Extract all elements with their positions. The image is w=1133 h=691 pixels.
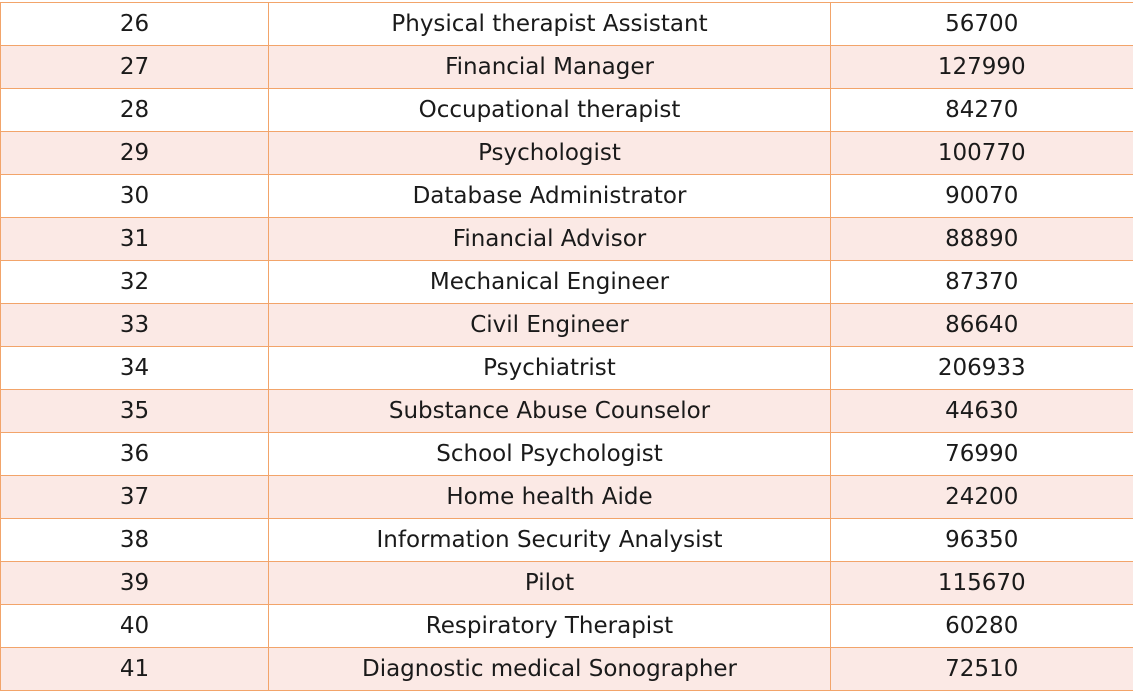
row-number-cell: 28 <box>1 89 269 132</box>
occupation-cell: Substance Abuse Counselor <box>269 390 831 433</box>
table-row <box>1 390 1133 433</box>
occupation-cell: Pilot <box>269 562 831 605</box>
row-number-cell: 39 <box>1 562 269 605</box>
occupation-cell: School Psychologist <box>269 433 831 476</box>
occupation-cell: Occupational therapist <box>269 89 831 132</box>
occupation-cell: Civil Engineer <box>269 304 831 347</box>
salary-cell: 127990 <box>831 46 1133 89</box>
table-row <box>1 304 1133 347</box>
salary-cell: 24200 <box>831 476 1133 519</box>
table-row <box>1 605 1133 648</box>
table-row <box>1 175 1133 218</box>
salary-cell: 44630 <box>831 390 1133 433</box>
salary-cell: 76990 <box>831 433 1133 476</box>
occupation-cell: Physical therapist Assistant <box>269 3 831 46</box>
table-row <box>1 562 1133 605</box>
salary-cell: 60280 <box>831 605 1133 648</box>
salary-cell: 88890 <box>831 218 1133 261</box>
table-row <box>1 519 1133 562</box>
table-row <box>1 476 1133 519</box>
table-row <box>1 261 1133 304</box>
table-row <box>1 347 1133 390</box>
row-number-cell: 32 <box>1 261 269 304</box>
row-number-cell: 34 <box>1 347 269 390</box>
row-number-cell: 35 <box>1 390 269 433</box>
salary-cell: 206933 <box>831 347 1133 390</box>
salary-cell: 86640 <box>831 304 1133 347</box>
table-row <box>1 132 1133 175</box>
occupation-salary-table <box>0 2 1133 691</box>
row-number-cell: 36 <box>1 433 269 476</box>
occupation-cell: Psychiatrist <box>269 347 831 390</box>
salary-cell: 87370 <box>831 261 1133 304</box>
row-number-cell: 30 <box>1 175 269 218</box>
salary-cell: 72510 <box>831 648 1133 691</box>
occupation-cell: Mechanical Engineer <box>269 261 831 304</box>
row-number-cell: 31 <box>1 218 269 261</box>
row-number-cell: 40 <box>1 605 269 648</box>
table-row <box>1 218 1133 261</box>
table-body <box>1 3 1133 691</box>
occupation-cell: Information Security Analysist <box>269 519 831 562</box>
occupation-cell: Database Administrator <box>269 175 831 218</box>
salary-cell: 84270 <box>831 89 1133 132</box>
row-number-cell: 29 <box>1 132 269 175</box>
table-row <box>1 433 1133 476</box>
salary-cell: 56700 <box>831 3 1133 46</box>
row-number-cell: 26 <box>1 3 269 46</box>
row-number-cell: 41 <box>1 648 269 691</box>
salary-cell: 96350 <box>831 519 1133 562</box>
table-row <box>1 89 1133 132</box>
table-row <box>1 3 1133 46</box>
table-row <box>1 46 1133 89</box>
occupation-cell: Financial Manager <box>269 46 831 89</box>
occupation-cell: Respiratory Therapist <box>269 605 831 648</box>
occupation-cell: Financial Advisor <box>269 218 831 261</box>
salary-cell: 115670 <box>831 562 1133 605</box>
row-number-cell: 37 <box>1 476 269 519</box>
salary-cell: 100770 <box>831 132 1133 175</box>
table-row <box>1 648 1133 691</box>
occupation-cell: Diagnostic medical Sonographer <box>269 648 831 691</box>
occupation-cell: Psychologist <box>269 132 831 175</box>
row-number-cell: 33 <box>1 304 269 347</box>
row-number-cell: 27 <box>1 46 269 89</box>
salary-cell: 90070 <box>831 175 1133 218</box>
occupation-cell: Home health Aide <box>269 476 831 519</box>
row-number-cell: 38 <box>1 519 269 562</box>
